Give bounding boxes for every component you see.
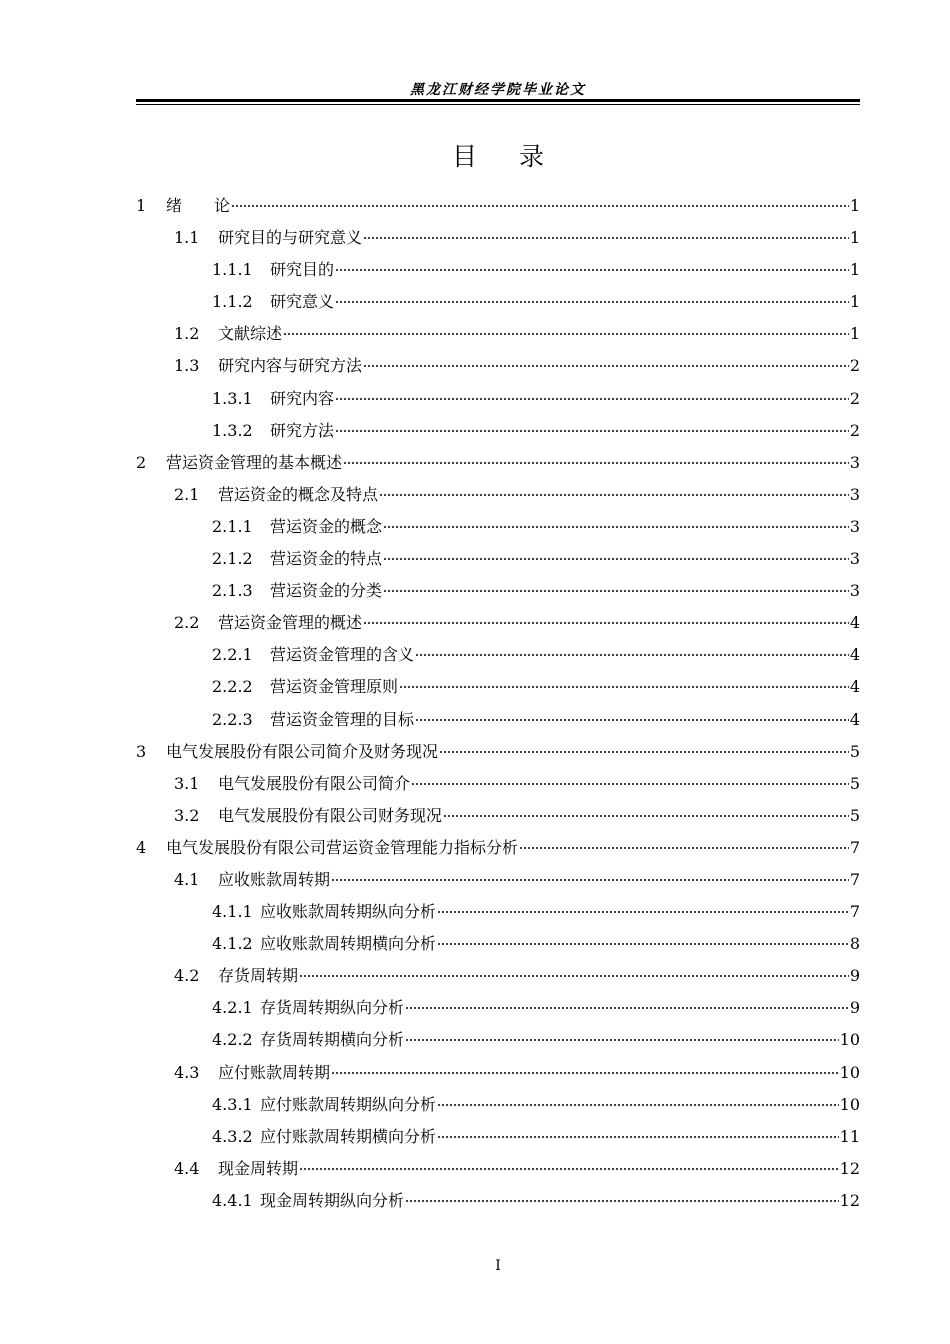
toc-entry-page: 3 <box>849 549 860 569</box>
toc-entry-number: 4.3.1 <box>212 1094 253 1114</box>
toc-entry-title: 应收账款周转期横向分析 <box>260 934 437 954</box>
header-rule-thick <box>136 99 860 102</box>
toc-dot-leader <box>437 1104 839 1106</box>
toc-entry-page: 4 <box>849 677 860 697</box>
toc-entry[interactable] <box>136 992 860 1024</box>
toc-entry-page: 7 <box>849 837 860 857</box>
toc-dot-leader <box>379 494 849 496</box>
toc-entry-title: 营运资金的概念及特点 <box>218 484 379 504</box>
toc-dot-leader <box>437 943 849 945</box>
toc-entry-page: 3 <box>849 484 860 504</box>
toc-entry-number: 1.2 <box>174 324 200 344</box>
toc-entry-title: 电气发展股份有限公司财务现况 <box>218 805 443 825</box>
toc-entry-title: 研究内容 <box>270 388 335 408</box>
toc-entry[interactable] <box>136 896 860 928</box>
toc-dot-leader <box>331 1072 839 1074</box>
running-header: 黑龙江财经学院毕业论文 <box>410 82 586 98</box>
toc-entry-number: 2.1.2 <box>212 549 253 569</box>
toc-entry-number: 3.2 <box>174 805 200 825</box>
toc-entry[interactable] <box>136 1121 860 1153</box>
toc-entry[interactable] <box>136 415 860 447</box>
toc-entry-page: 2 <box>849 388 860 408</box>
toc-entry-number: 1.3.2 <box>212 420 253 440</box>
toc-entry[interactable] <box>136 1024 860 1056</box>
toc-entry-number: 1.3 <box>174 356 200 376</box>
toc-entry-title: 营运资金管理的含义 <box>270 645 415 665</box>
toc-entry[interactable] <box>136 575 860 607</box>
toc-entry-page: 1 <box>849 228 860 248</box>
toc-entry-number: 2.2.1 <box>212 645 253 665</box>
toc-entry-number: 1.1.2 <box>212 292 253 312</box>
toc-entry-title: 研究目的与研究意义 <box>218 228 363 248</box>
toc-entry[interactable] <box>136 1057 860 1089</box>
toc-entry-number: 4.4 <box>174 1158 200 1178</box>
toc-entry-title: 文献综述 <box>218 324 283 344</box>
toc-entry[interactable] <box>136 736 860 768</box>
toc-entry-page: 4 <box>849 645 860 665</box>
toc-dot-leader <box>437 911 849 913</box>
toc-entry[interactable] <box>136 286 860 318</box>
toc-entry[interactable] <box>136 1153 860 1185</box>
toc-entry[interactable] <box>136 639 860 671</box>
toc-entry[interactable] <box>136 928 860 960</box>
toc-entry-title: 应收账款周转期纵向分析 <box>260 902 437 922</box>
toc-entry-title: 研究目的 <box>270 260 335 280</box>
toc-entry-page: 9 <box>849 966 860 986</box>
toc-entry-page: 12 <box>839 1158 860 1178</box>
toc-entry-number: 4.3 <box>174 1062 200 1082</box>
toc-dot-leader <box>283 333 849 335</box>
toc-entry[interactable] <box>136 318 860 350</box>
toc-entry[interactable] <box>136 479 860 511</box>
toc-entry-title: 营运资金管理的目标 <box>270 709 415 729</box>
toc-entry-number: 4.4.1 <box>212 1190 253 1210</box>
toc-entry-number: 1 <box>136 196 147 215</box>
toc-entry-page: 1 <box>849 196 860 215</box>
toc-entry-title: 营运资金管理原则 <box>270 677 399 697</box>
toc-entry-title: 应付账款周转期纵向分析 <box>260 1094 437 1114</box>
toc-dot-leader <box>405 1007 849 1009</box>
toc-entry[interactable] <box>136 447 860 479</box>
header-rule-thin <box>136 104 860 105</box>
toc-entry-title: 营运资金管理的概述 <box>218 613 363 633</box>
toc-entry[interactable] <box>136 543 860 575</box>
toc-entry-page: 5 <box>849 741 860 761</box>
toc-entry-title: 现金周转期纵向分析 <box>260 1190 405 1210</box>
toc-entry-page: 8 <box>849 934 860 954</box>
table-of-contents <box>136 190 860 1217</box>
toc-entry-number: 2.1.1 <box>212 516 253 536</box>
toc-heading: 目录 <box>451 142 586 171</box>
toc-dot-leader <box>383 558 849 560</box>
toc-entry-page: 10 <box>839 1094 860 1114</box>
toc-dot-leader <box>343 462 849 464</box>
toc-dot-leader <box>363 237 849 239</box>
toc-entry-page: 4 <box>849 709 860 729</box>
toc-dot-leader <box>335 269 849 271</box>
toc-entry-number: 3 <box>136 741 147 761</box>
toc-entry-number: 2.2.3 <box>212 709 253 729</box>
toc-entry[interactable] <box>136 1089 860 1121</box>
toc-entry-page: 9 <box>849 998 860 1018</box>
toc-dot-leader <box>335 301 849 303</box>
toc-entry-page: 2 <box>849 420 860 440</box>
toc-entry-number: 2.1 <box>174 484 200 504</box>
toc-entry-page: 5 <box>849 805 860 825</box>
toc-entry-page: 7 <box>849 869 860 889</box>
toc-entry[interactable] <box>136 350 860 382</box>
toc-dot-leader <box>231 205 849 207</box>
toc-entry-title: 现金周转期 <box>218 1158 299 1178</box>
toc-entry-title: 绪 论 <box>166 196 231 215</box>
toc-entry[interactable] <box>136 960 860 992</box>
toc-entry-page: 1 <box>849 324 860 344</box>
toc-entry-number: 4.2.1 <box>212 998 253 1018</box>
toc-dot-leader <box>363 365 849 367</box>
toc-entry-number: 4 <box>136 837 147 857</box>
toc-entry-number: 2.2 <box>174 613 200 633</box>
toc-entry-title: 营运资金的分类 <box>270 581 383 601</box>
toc-entry-number: 4.3.2 <box>212 1126 253 1146</box>
toc-entry-title: 存货周转期横向分析 <box>260 1030 405 1050</box>
toc-entry-number: 2.2.2 <box>212 677 253 697</box>
toc-dot-leader <box>415 719 849 721</box>
toc-entry[interactable] <box>136 511 860 543</box>
toc-entry-title: 营运资金的概念 <box>270 516 383 536</box>
toc-dot-leader <box>335 398 849 400</box>
toc-dot-leader <box>331 879 849 881</box>
toc-entry[interactable] <box>136 254 860 286</box>
toc-dot-leader <box>415 654 849 656</box>
toc-entry-title: 研究意义 <box>270 292 335 312</box>
toc-dot-leader <box>399 686 849 688</box>
toc-entry-title: 应付账款周转期 <box>218 1062 331 1082</box>
toc-entry-page: 3 <box>849 452 860 472</box>
toc-entry-page: 3 <box>849 581 860 601</box>
toc-entry-page: 1 <box>849 292 860 312</box>
toc-entry[interactable] <box>136 383 860 415</box>
toc-entry[interactable] <box>136 800 860 832</box>
toc-entry-number: 4.2.2 <box>212 1030 253 1050</box>
toc-entry-title: 研究内容与研究方法 <box>218 356 363 376</box>
toc-entry-page: 3 <box>849 516 860 536</box>
toc-entry[interactable] <box>136 704 860 736</box>
toc-dot-leader <box>405 1200 839 1202</box>
toc-dot-leader <box>443 815 849 817</box>
toc-entry-page: 5 <box>849 773 860 793</box>
toc-dot-leader <box>437 1136 839 1138</box>
toc-entry-title: 研究方法 <box>270 420 335 440</box>
toc-dot-leader <box>363 622 849 624</box>
toc-entry-title: 存货周转期纵向分析 <box>260 998 405 1018</box>
toc-entry[interactable] <box>136 832 860 864</box>
toc-entry-number: 4.1.1 <box>212 902 253 922</box>
toc-entry-number: 2.1.3 <box>212 581 253 601</box>
toc-entry-title: 应付账款周转期横向分析 <box>260 1126 437 1146</box>
toc-entry-page: 7 <box>849 902 860 922</box>
toc-entry-page: 12 <box>839 1190 860 1210</box>
toc-dot-leader <box>383 590 849 592</box>
toc-entry[interactable] <box>136 864 860 896</box>
toc-dot-leader <box>335 430 849 432</box>
toc-entry-page: 2 <box>849 356 860 376</box>
toc-entry-number: 2 <box>136 452 147 472</box>
toc-entry[interactable] <box>136 768 860 800</box>
toc-entry-page: 4 <box>849 613 860 633</box>
toc-entry-page: 11 <box>839 1126 860 1146</box>
toc-entry-number: 1.1.1 <box>212 260 253 280</box>
toc-entry[interactable] <box>136 190 860 222</box>
toc-dot-leader <box>519 847 849 849</box>
toc-dot-leader <box>439 751 849 753</box>
toc-entry-page: 1 <box>849 260 860 280</box>
toc-entry-title: 电气发展股份有限公司营运资金管理能力指标分析 <box>166 837 519 857</box>
toc-entry[interactable] <box>136 607 860 639</box>
toc-dot-leader <box>299 975 849 977</box>
toc-dot-leader <box>299 1168 839 1170</box>
toc-entry[interactable] <box>136 671 860 703</box>
toc-entry-number: 4.2 <box>174 966 200 986</box>
toc-dot-leader <box>411 783 849 785</box>
page-number: I <box>495 1258 501 1274</box>
toc-entry-number: 1.1 <box>174 228 200 248</box>
toc-dot-leader <box>383 526 849 528</box>
toc-entry-number: 1.3.1 <box>212 388 253 408</box>
toc-entry[interactable] <box>136 1185 860 1217</box>
toc-entry-number: 4.1 <box>174 869 200 889</box>
toc-entry-title: 营运资金管理的基本概述 <box>166 452 343 472</box>
toc-entry-number: 4.1.2 <box>212 934 253 954</box>
toc-entry-title: 电气发展股份有限公司简介及财务现况 <box>166 741 439 761</box>
toc-entry-page: 10 <box>839 1030 860 1050</box>
toc-entry[interactable] <box>136 222 860 254</box>
toc-entry-title: 营运资金的特点 <box>270 549 383 569</box>
toc-entry-title: 存货周转期 <box>218 966 299 986</box>
toc-entry-number: 3.1 <box>174 773 200 793</box>
toc-dot-leader <box>405 1039 839 1041</box>
toc-entry-page: 10 <box>839 1062 860 1082</box>
toc-entry-title: 电气发展股份有限公司简介 <box>218 773 411 793</box>
toc-entry-title: 应收账款周转期 <box>218 869 331 889</box>
